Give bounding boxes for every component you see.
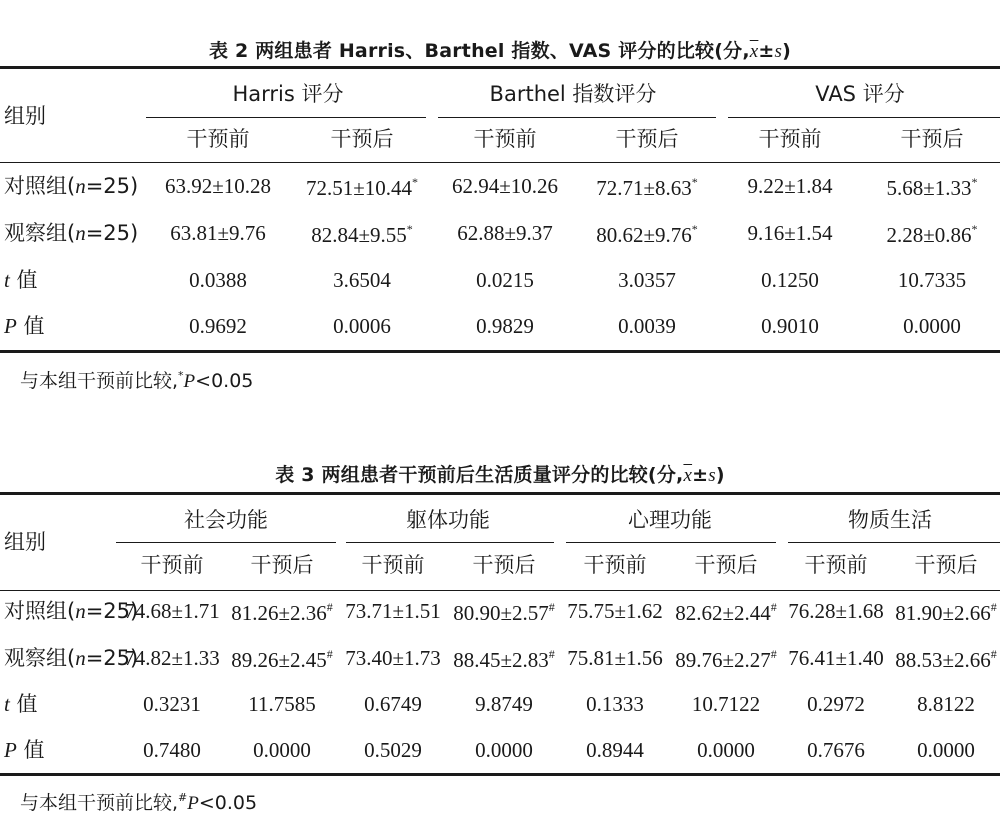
table3-data-cell <box>895 601 997 624</box>
table3-note-p: P <box>187 793 199 814</box>
cell-value: 5.68±1.33 <box>886 176 972 200</box>
row-label-suffix: =25) <box>85 599 139 623</box>
cell-value: 89.76±2.27 <box>675 648 771 672</box>
significance-mark: * <box>412 175 419 189</box>
table3-sub-after-3: 干预后 <box>694 553 758 577</box>
cell-value: 8.8122 <box>917 692 975 716</box>
row-label-symbol: P <box>4 314 17 338</box>
cell-value: 2.28±0.86 <box>886 223 972 247</box>
significance-mark: * <box>691 222 698 236</box>
cell-value: 73.40±1.73 <box>345 646 441 670</box>
table3-caption-close: ) <box>715 464 725 486</box>
cell-value: 11.7585 <box>248 692 316 716</box>
table2-data-cell <box>306 176 418 199</box>
cell-value: 0.2972 <box>807 692 865 716</box>
table2-sub-after-1: 干预后 <box>330 127 394 151</box>
cell-value: 76.41±1.40 <box>788 646 884 670</box>
table3-caption-sd-symbol: s <box>708 465 716 486</box>
cell-value: 88.45±2.83 <box>453 648 549 672</box>
table3-data-cell <box>917 740 975 761</box>
table3-data-cell <box>895 648 997 671</box>
table2-note-p: P <box>183 371 196 392</box>
table2-data-cell <box>596 223 698 246</box>
significance-mark: # <box>990 600 997 614</box>
row-label-prefix: 对照组( <box>4 174 76 198</box>
row-label-symbol: t <box>4 692 10 716</box>
significance-mark: # <box>548 647 555 661</box>
row-label-symbol: n <box>75 221 86 245</box>
cell-value: 72.51±10.44 <box>305 176 413 200</box>
table2-sub-after-3: 干预后 <box>900 127 964 151</box>
table3-data-cell <box>475 740 533 761</box>
table3-data-cell <box>248 694 315 715</box>
table3-data-cell <box>453 648 555 671</box>
table2-row-label <box>4 223 138 244</box>
table3-caption-mean-symbol: $\overline{x}$ <box>683 465 693 486</box>
cell-value: 89.26±2.45 <box>231 648 327 672</box>
cell-value: 0.8944 <box>586 738 644 762</box>
table2-data-cell <box>886 176 977 199</box>
table3-bottom-rule <box>0 773 1000 776</box>
cell-value: 0.0000 <box>903 314 961 338</box>
table2-sub-before-3: 干预前 <box>758 127 822 151</box>
cell-value: 80.62±9.76 <box>596 223 692 247</box>
table3-row-label <box>4 601 138 622</box>
table3-data-cell <box>586 694 644 715</box>
cell-value: 82.84±9.55 <box>311 223 407 247</box>
table3-data-cell <box>231 601 333 624</box>
table3-row-label <box>4 694 38 715</box>
table2-row-label <box>4 270 38 291</box>
table3-data-cell <box>364 694 422 715</box>
cell-value: 0.0006 <box>333 314 391 338</box>
cell-value: 63.81±9.76 <box>170 221 266 245</box>
cell-value: 0.0039 <box>618 314 676 338</box>
row-label-symbol: t <box>4 268 10 292</box>
row-label-suffix: =25) <box>85 174 139 198</box>
table2-sub-before-1: 干预前 <box>186 127 250 151</box>
significance-mark: # <box>548 600 555 614</box>
table3-data-cell <box>675 601 777 624</box>
cell-value: 0.0215 <box>476 268 534 292</box>
table3-data-cell <box>345 601 441 622</box>
cell-value: 9.16±1.54 <box>747 221 833 245</box>
cell-value: 82.62±2.44 <box>675 601 771 625</box>
table2-caption <box>0 36 1000 63</box>
row-label-symbol: n <box>75 646 86 670</box>
cell-value: 3.6504 <box>333 268 391 292</box>
table2-note-symbol: * <box>178 369 184 382</box>
table3-header-social: 社会功能 <box>184 508 268 532</box>
cell-value: 0.0388 <box>189 268 247 292</box>
table3-sub-before-2: 干预前 <box>361 553 425 577</box>
significance-mark: # <box>326 647 333 661</box>
cell-value: 0.0000 <box>697 738 755 762</box>
table3-note-text: 与本组干预前比较, <box>20 792 179 814</box>
table3-header-material: 物质生活 <box>848 508 932 532</box>
significance-mark: * <box>971 222 978 236</box>
table2-data-cell <box>457 223 553 244</box>
cell-value: 10.7335 <box>897 268 967 292</box>
table2-harris-underline <box>146 117 426 118</box>
cell-value: 76.28±1.68 <box>788 599 884 623</box>
table3-header-psychological: 心理功能 <box>628 508 712 532</box>
table3-row-label <box>4 648 138 669</box>
table3-data-cell <box>364 740 422 761</box>
table2-data-cell <box>886 223 977 246</box>
table3-data-cell <box>917 694 975 715</box>
cell-value: 88.53±2.66 <box>895 648 991 672</box>
row-label-prefix: 观察组( <box>4 646 76 670</box>
table2-barthel-underline <box>438 117 716 118</box>
cell-value: 0.5029 <box>364 738 422 762</box>
table2-data-cell <box>170 223 266 244</box>
table2-data-cell <box>618 316 676 337</box>
row-label-suffix: 值 <box>16 314 45 338</box>
table2-caption-sd-symbol: s <box>774 41 783 62</box>
table3-data-cell <box>788 648 884 669</box>
table3-caption-text: 表 3 两组患者干预前后生活质量评分的比较(分, <box>275 464 684 486</box>
cell-value: 9.8749 <box>475 692 533 716</box>
table2-header-vas: VAS 评分 <box>815 82 905 106</box>
table2-data-cell <box>761 270 819 291</box>
cell-value: 74.82±1.33 <box>124 646 220 670</box>
table2-caption-mean-symbol: $\overline{x}$ <box>749 41 759 62</box>
significance-mark: # <box>990 647 997 661</box>
table2-data-cell <box>898 270 966 291</box>
table2-sub-after-2: 干预后 <box>615 127 679 151</box>
cell-value: 0.7676 <box>807 738 865 762</box>
table3-psychological-underline <box>566 542 776 543</box>
table3-row-label <box>4 740 45 761</box>
table3-note-threshold: <0.05 <box>198 792 258 814</box>
table2-data-cell <box>596 176 698 199</box>
table3-data-cell <box>453 601 555 624</box>
table2-data-cell <box>761 316 819 337</box>
cell-value: 80.90±2.57 <box>453 601 549 625</box>
table3-sub-after-4: 干预后 <box>914 553 978 577</box>
row-label-suffix: 值 <box>9 692 38 716</box>
cell-value: 75.75±1.62 <box>567 599 663 623</box>
table3-data-cell <box>475 694 533 715</box>
cell-value: 0.3231 <box>143 692 201 716</box>
table2-row-label <box>4 176 138 197</box>
row-label-prefix: 对照组( <box>4 599 76 623</box>
table3-sub-before-1: 干预前 <box>140 553 204 577</box>
significance-mark: * <box>691 175 698 189</box>
cell-value: 0.7480 <box>143 738 201 762</box>
table3-group-label: 组别 <box>4 530 46 554</box>
table2-header-rule <box>0 162 1000 163</box>
significance-mark: * <box>971 175 978 189</box>
table2-header-harris: Harris 评分 <box>232 82 344 106</box>
cell-value: 0.0000 <box>475 738 533 762</box>
table3-data-cell <box>788 601 884 622</box>
row-label-suffix: =25) <box>85 221 139 245</box>
cell-value: 0.6749 <box>364 692 422 716</box>
table3-top-rule <box>0 492 1000 495</box>
table2-data-cell <box>747 223 832 244</box>
table2-data-cell <box>903 316 961 337</box>
cell-value: 0.0000 <box>917 738 975 762</box>
significance-mark: # <box>770 647 777 661</box>
table3-sub-after-1: 干预后 <box>250 553 314 577</box>
table2-data-cell <box>747 176 832 197</box>
table3-data-cell <box>345 648 441 669</box>
cell-value: 74.68±1.71 <box>124 599 220 623</box>
table2-data-cell <box>165 176 271 197</box>
table3-caption-plusminus: ± <box>692 464 709 486</box>
cell-value: 72.71±8.63 <box>596 176 692 200</box>
row-label-suffix: 值 <box>9 268 38 292</box>
cell-value: 73.71±1.51 <box>345 599 441 623</box>
table2-data-cell <box>333 270 391 291</box>
table2-caption-text: 表 2 两组患者 Harris、Barthel 指数、VAS 评分的比较(分, <box>208 40 750 62</box>
table3-data-cell <box>143 694 201 715</box>
row-label-prefix: 观察组( <box>4 221 76 245</box>
cell-value: 0.1250 <box>761 268 819 292</box>
cell-value: 0.1333 <box>586 692 644 716</box>
table3-data-cell <box>692 694 760 715</box>
table3-header-physical: 躯体功能 <box>406 508 490 532</box>
cell-value: 0.9010 <box>761 314 819 338</box>
table3-data-cell <box>807 694 865 715</box>
table2-data-cell <box>618 270 676 291</box>
table2-data-cell <box>189 270 247 291</box>
table2-data-cell <box>452 176 558 197</box>
table2-group-label: 组别 <box>4 104 46 128</box>
table2-top-rule <box>0 66 1000 69</box>
cell-value: 9.22±1.84 <box>747 174 833 198</box>
table2-data-cell <box>476 316 534 337</box>
table2-caption-plusminus: ± <box>758 40 775 62</box>
table3-data-cell <box>675 648 777 671</box>
table3-sub-before-4: 干预前 <box>804 553 868 577</box>
table2-caption-close: ) <box>782 40 792 62</box>
table2-note <box>20 366 253 393</box>
table2-data-cell <box>333 316 391 337</box>
row-label-symbol: n <box>75 599 86 623</box>
cell-value: 3.0357 <box>618 268 676 292</box>
table3-data-cell <box>567 648 663 669</box>
significance-mark: * <box>406 222 413 236</box>
table3-sub-before-3: 干预前 <box>583 553 647 577</box>
row-label-suffix: 值 <box>16 738 45 762</box>
cell-value: 10.7122 <box>691 692 761 716</box>
table2-vas-underline <box>728 117 1000 118</box>
cell-value: 75.81±1.56 <box>567 646 663 670</box>
cell-value: 81.90±2.66 <box>895 601 991 625</box>
table3-data-cell <box>253 740 311 761</box>
table2-data-cell <box>476 270 534 291</box>
table2-data-cell <box>311 223 413 246</box>
cell-value: 62.88±9.37 <box>457 221 553 245</box>
cell-value: 81.26±2.36 <box>231 601 327 625</box>
table2-row-label <box>4 316 45 337</box>
table3-material-underline <box>788 542 1000 543</box>
table3-note <box>20 788 257 815</box>
row-label-symbol: n <box>75 174 86 198</box>
table2-header-barthel: Barthel 指数评分 <box>489 82 657 106</box>
cell-value: 0.9692 <box>189 314 247 338</box>
table3-note-symbol: # <box>178 791 188 804</box>
table2-data-cell <box>189 316 247 337</box>
table2-sub-before-2: 干预前 <box>473 127 537 151</box>
row-label-suffix: =25) <box>85 646 139 670</box>
table2-note-text: 与本组干预前比较, <box>20 370 179 392</box>
table3-data-cell <box>124 648 220 669</box>
table3-data-cell <box>567 601 663 622</box>
table3-data-cell <box>124 601 220 622</box>
row-label-symbol: P <box>4 738 17 762</box>
table3-caption <box>0 460 1000 487</box>
table3-data-cell <box>143 740 201 761</box>
table3-header-rule <box>0 590 1000 591</box>
table3-physical-underline <box>346 542 554 543</box>
table3-data-cell <box>231 648 333 671</box>
table2-bottom-rule <box>0 350 1000 353</box>
table2-note-threshold: <0.05 <box>195 370 254 392</box>
cell-value: 0.0000 <box>253 738 311 762</box>
table3-social-underline <box>116 542 336 543</box>
table3-sub-after-2: 干预后 <box>472 553 536 577</box>
significance-mark: # <box>770 600 777 614</box>
significance-mark: # <box>326 600 333 614</box>
table3-data-cell <box>807 740 865 761</box>
table3-data-cell <box>697 740 755 761</box>
table3-data-cell <box>586 740 644 761</box>
cell-value: 62.94±10.26 <box>451 174 559 198</box>
cell-value: 63.92±10.28 <box>164 174 272 198</box>
cell-value: 0.9829 <box>476 314 534 338</box>
